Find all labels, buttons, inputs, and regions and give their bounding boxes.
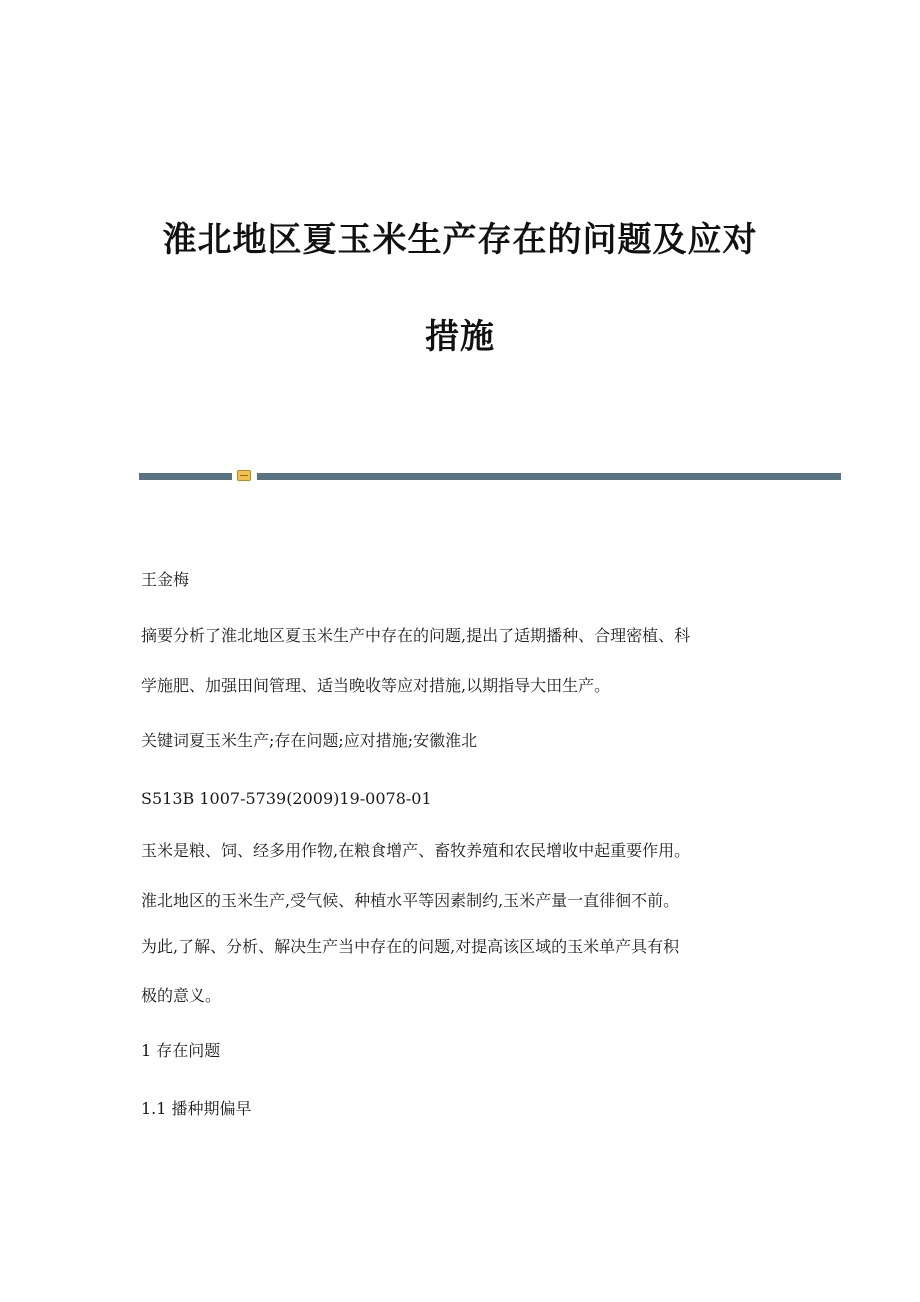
page-title-line1: 淮北地区夏玉米生产存在的问题及应对 [162,220,758,260]
classification-line: S513B 1007-5739(2009)19-0078-01 [141,789,432,808]
abstract-line-2: 学施肥、加强田间管理、适当晚收等应对措施,以期指导大田生产。 [141,676,611,695]
divider-bar-left [139,473,232,480]
section-heading-1-1: 1.1 播种期偏早 [141,1099,252,1118]
divider-emblem-icon [237,470,251,481]
section-heading-1: 1 存在问题 [141,1041,221,1060]
divider-bar-right [257,473,841,480]
body-line-2: 淮北地区的玉米生产,受气候、种植水平等因素制约,玉米产量一直徘徊不前。 [141,891,680,910]
title-divider [139,469,841,483]
body-line-4: 极的意义。 [141,986,222,1005]
page-title-line2: 措施 [425,317,495,357]
author-name: 王金梅 [141,570,190,589]
body-line-1: 玉米是粮、饲、经多用作物,在粮食增产、畜牧养殖和农民增收中起重要作用。 [141,841,691,860]
keywords-line: 关键词夏玉米生产;存在问题;应对措施;安徽淮北 [141,731,478,750]
body-line-3: 为此,了解、分析、解决生产当中存在的问题,对提高该区域的玉米单产具有积 [141,937,680,956]
abstract-line-1: 摘要分析了淮北地区夏玉米生产中存在的问题,提出了适期播种、合理密植、科 [141,626,691,645]
